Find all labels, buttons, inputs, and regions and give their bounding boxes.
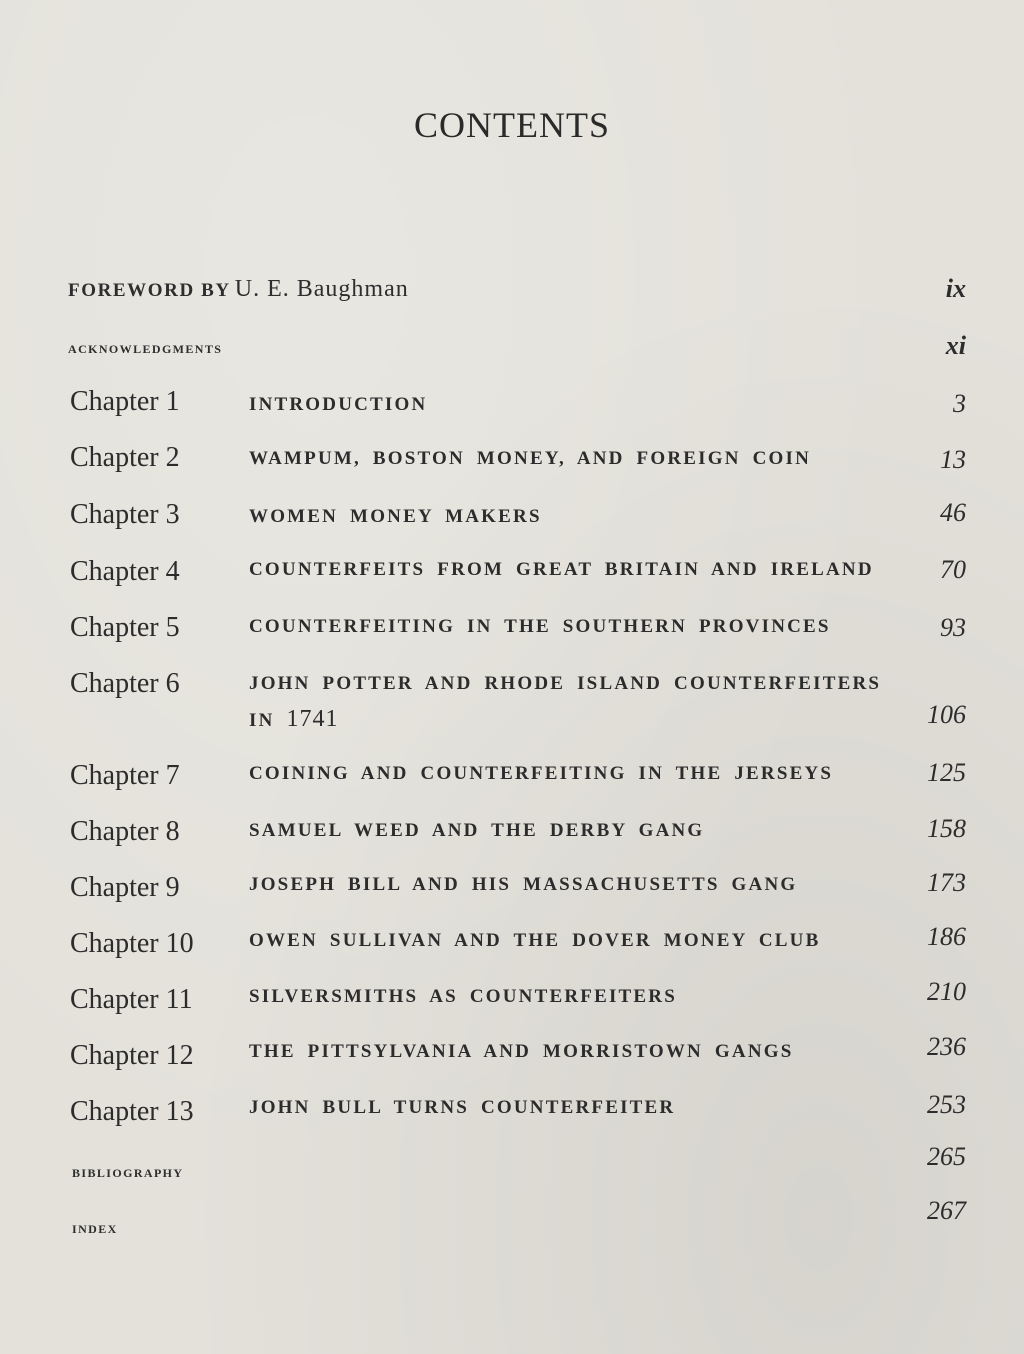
chapter-page: 125 [927, 758, 966, 787]
chapter-title: JOHN POTTER AND RHODE ISLAND COUNTERFEITERS [249, 673, 882, 694]
chapter-title-cont: IN [249, 710, 275, 731]
page-title: CONTENTS [414, 105, 610, 145]
chapter-title-continued [249, 706, 338, 733]
bibliography-page: 265 [927, 1142, 966, 1171]
acknowledgments-page: xi [945, 331, 966, 360]
chapter-page: 210 [927, 977, 966, 1006]
chapter-label: Chapter 8 [70, 816, 180, 847]
index-page: 267 [927, 1196, 966, 1225]
chapter-page: 186 [927, 922, 966, 951]
chapter-label: Chapter 3 [70, 499, 180, 530]
chapter-label: Chapter 10 [70, 928, 194, 959]
foreword-entry [68, 276, 409, 303]
chapter-label: Chapter 13 [70, 1096, 194, 1127]
chapter-label: Chapter 6 [70, 668, 180, 699]
chapter-label: Chapter 7 [70, 760, 180, 791]
chapter-title: OWEN SULLIVAN AND THE DOVER MONEY CLUB [249, 930, 821, 951]
chapter-title: JOHN BULL TURNS COUNTERFEITER [249, 1097, 676, 1118]
chapter-label: Chapter 4 [70, 556, 180, 587]
chapter-title: COUNTERFEITING IN THE SOUTHERN PROVINCES [249, 616, 831, 637]
chapter-page: 3 [953, 389, 966, 418]
chapter-title: INTRODUCTION [249, 394, 428, 415]
chapter-page: 46 [940, 498, 966, 527]
chapter-title: SILVERSMITHS AS COUNTERFEITERS [249, 986, 677, 1007]
chapter-title: SAMUEL WEED AND THE DERBY GANG [249, 820, 705, 841]
chapter-label: Chapter 12 [70, 1040, 194, 1071]
foreword-author: U. E. Baughman [234, 276, 409, 302]
chapter-page: 253 [927, 1090, 966, 1119]
bibliography-label: bibliography [72, 1162, 184, 1181]
chapter-label: Chapter 1 [70, 386, 180, 417]
chapter-title: WAMPUM, BOSTON MONEY, AND FOREIGN COIN [249, 448, 811, 469]
chapter-label: Chapter 5 [70, 612, 180, 643]
chapter-title: COINING AND COUNTERFEITING IN THE JERSEYS [249, 763, 834, 784]
index-label: index [72, 1218, 118, 1237]
chapter-page: 173 [927, 868, 966, 897]
foreword-label: FOREWORD BY [68, 280, 231, 301]
chapter-page: 236 [927, 1032, 966, 1061]
chapter-page: 70 [940, 555, 966, 584]
chapter-page: 106 [927, 700, 966, 729]
chapter-label: Chapter 9 [70, 872, 180, 903]
chapter-title: THE PITTSYLVANIA AND MORRISTOWN GANGS [249, 1041, 794, 1062]
chapter-label: Chapter 2 [70, 442, 180, 473]
chapter-label: Chapter 11 [70, 984, 193, 1015]
chapter-title-year: 1741 [286, 706, 339, 732]
chapter-title: WOMEN MONEY MAKERS [249, 506, 542, 527]
acknowledgments-label: acknowledgments [68, 338, 223, 357]
chapter-page: 13 [940, 445, 966, 474]
foreword-page: ix [945, 274, 966, 303]
chapter-title: JOSEPH BILL AND HIS MASSACHUSETTS GANG [249, 874, 798, 895]
chapter-page: 93 [940, 613, 966, 642]
chapter-page: 158 [927, 814, 966, 843]
chapter-title: COUNTERFEITS FROM GREAT BRITAIN AND IRELAND [249, 559, 874, 580]
